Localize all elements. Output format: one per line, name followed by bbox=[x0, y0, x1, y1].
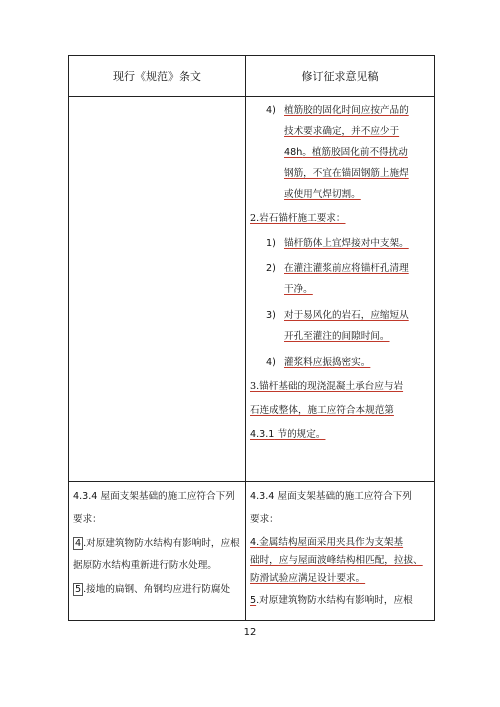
clause-line bbox=[250, 491, 412, 503]
clause-text: 屋面支架基础的施工应符合下列 bbox=[97, 491, 235, 502]
item-text: .金属结构屋面采用夹具作为支架基 bbox=[256, 537, 404, 548]
list-text: 钢筋，不宜在锚固钢筋上施焊 bbox=[284, 168, 409, 179]
clause-reference: 4.3.1 bbox=[250, 429, 275, 440]
section-text: 3.锚杆基础的现浇混凝土承台应与岩 bbox=[250, 381, 404, 392]
header-revised-draft: 修订征求意见稿 bbox=[246, 56, 435, 97]
list-text: 在灌注灌浆前应将锚杆孔清理 bbox=[284, 263, 409, 274]
clause-number: 4.3.4 bbox=[73, 491, 98, 502]
list-number: 2) bbox=[266, 263, 276, 274]
item-text: .对原建筑物防水结构有影响时，应根 bbox=[83, 538, 240, 549]
list-text: 或使用气焊切割。 bbox=[284, 189, 361, 200]
hours-value: 48h bbox=[284, 147, 303, 158]
item-marker: 4 bbox=[75, 538, 82, 549]
item-text: 据原防水结构重新进行防水处理。 bbox=[73, 560, 217, 571]
list-number: 4) bbox=[266, 105, 276, 116]
item-text: .对原建筑物防水结构有影响时，应根 bbox=[256, 595, 413, 606]
clause-line bbox=[73, 491, 235, 503]
list-text: 开孔至灌注的间隙时间。 bbox=[284, 331, 390, 342]
list-text: 植筋胶的固化时间应按产品的 bbox=[284, 105, 409, 116]
item-line bbox=[73, 537, 240, 550]
list-number: 1) bbox=[266, 238, 276, 249]
table-row bbox=[69, 97, 435, 482]
list-text: 对于易风化的岩石，应缩短从 bbox=[284, 310, 409, 321]
table-row bbox=[69, 482, 435, 621]
list-text: 。植筋胶固化前不得扰动 bbox=[302, 147, 408, 158]
page-number: 12 bbox=[243, 627, 257, 638]
list-text: 干净。 bbox=[284, 284, 313, 295]
item-text: .接地的扁钢、角钢均应进行防腐处 bbox=[83, 584, 231, 595]
section-text: 石连成整体，施工应符合本规范第 bbox=[250, 405, 394, 416]
row2-left-cell bbox=[69, 482, 246, 621]
row2-right-cell bbox=[246, 482, 435, 621]
item-line bbox=[250, 595, 413, 607]
item-line bbox=[73, 583, 230, 596]
list-number: 3) bbox=[266, 310, 276, 321]
clause-text: 要求： bbox=[73, 514, 102, 525]
list-text: 灌浆料应振捣密实。 bbox=[284, 357, 371, 368]
clause-number: 4.3.4 bbox=[250, 491, 275, 502]
section-title: 2.岩石锚杆施工要求： bbox=[250, 213, 346, 224]
clause-text: 屋面支架基础的施工应符合下列 bbox=[274, 491, 412, 502]
comparison-table bbox=[68, 55, 435, 621]
list-text: 锚杆筋体上宜焊接对中支架。 bbox=[284, 238, 409, 249]
list-text-line bbox=[284, 147, 408, 159]
list-number: 4) bbox=[266, 357, 276, 368]
header-current-code: 现行《规范》条文 bbox=[69, 56, 246, 97]
table-header-row bbox=[69, 56, 435, 97]
item-text: 防滑试验应满足设计要求。 bbox=[250, 573, 366, 584]
item-marker: 5 bbox=[250, 595, 257, 606]
row1-left-cell bbox=[69, 97, 246, 482]
section-text-line bbox=[250, 429, 325, 441]
section-text: 节的规定。 bbox=[274, 429, 326, 440]
list-text: 技术要求确定，并不应少于 bbox=[284, 126, 400, 137]
clause-text: 要求： bbox=[250, 514, 279, 525]
row1-right-cell bbox=[246, 97, 435, 482]
item-marker: 5 bbox=[75, 584, 82, 595]
item-marker: 4 bbox=[250, 537, 257, 548]
item-line bbox=[250, 537, 403, 549]
item-text: 础时，应与屋面波峰结构相匹配，拉拔、 bbox=[250, 555, 423, 566]
